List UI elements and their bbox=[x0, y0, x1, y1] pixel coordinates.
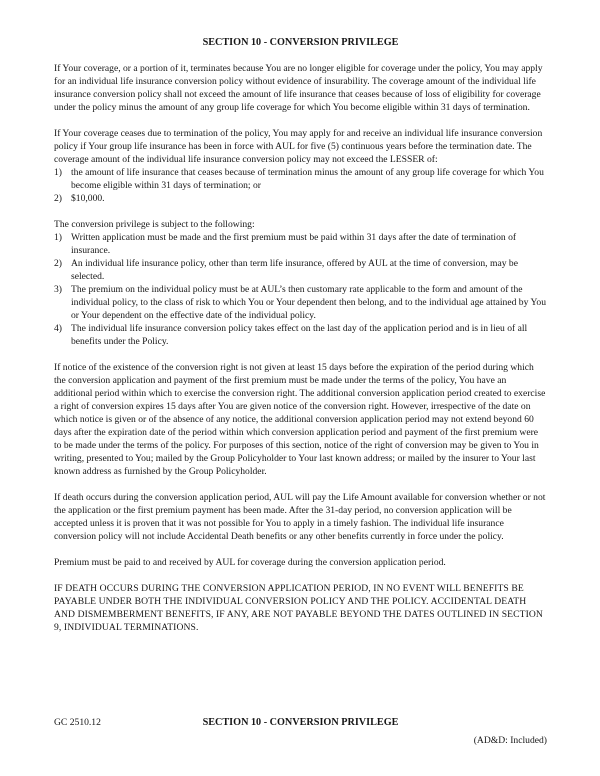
list-text: Written application must be made and the first premium must be paid within 31 days after the date of termination of insurance. bbox=[71, 232, 517, 256]
list-number: 1) bbox=[54, 167, 62, 178]
list-item bbox=[54, 231, 547, 257]
list-text: The individual life insurance conversion policy takes effect on the last day of the application period and is in lieu of all benefits under the Policy. bbox=[71, 323, 528, 347]
list-item bbox=[54, 322, 547, 348]
paragraph-subject-intro: The conversion privilege is subject to the following: bbox=[54, 219, 255, 230]
lesser-of-list bbox=[54, 166, 547, 205]
list-number: 1) bbox=[54, 232, 62, 243]
document-body bbox=[54, 36, 547, 647]
list-number: 4) bbox=[54, 323, 62, 334]
list-number: 2) bbox=[54, 258, 62, 269]
list-item bbox=[54, 283, 547, 322]
section-title: SECTION 10 - CONVERSION PRIVILEGE bbox=[202, 37, 399, 48]
list-item bbox=[54, 192, 547, 205]
paragraph-notice-period: If notice of the existence of the conversion right is not given at least 15 days before the expiration of the period during which the conversion application and payment of the first premium must be made under the terms of the policy, You have an additional period within which to exercise the conversion right. The additional conversion application period created to exercise a right of conversion expires 15 days after You are given notice of the conversion right. However, irrespective of the date on which notice is given or of the absence of any notice, the additional conversion application period may not extend beyond 60 days after the expiration date of the period within which conversion application period and payment of the first premium were to be made under the terms of the policy. For purposes of this section, notice of the right of conversion may be given to You in writing, presented to You; mailed by the Group Policyholder to Your last known address; or mailed by the insurer to Your last known address as furnished by the Group Policyholder. bbox=[54, 362, 546, 477]
list-number: 3) bbox=[54, 284, 62, 295]
list-text: the amount of life insurance that ceases because of termination minus the amount of any group life coverage for which You become eligible within 31 days of termination; or bbox=[71, 167, 544, 191]
footer-row bbox=[54, 716, 547, 729]
conversion-conditions-list bbox=[54, 231, 547, 348]
paragraph-premium-payment: Premium must be paid to and received by AUL for coverage during the conversion application period. bbox=[54, 557, 446, 568]
list-text: An individual life insurance policy, other than term life insurance, offered by AUL at the time of conversion, may be selected. bbox=[71, 258, 518, 282]
footer-doc-code: GC 2510.12 bbox=[54, 717, 101, 728]
paragraph-eligibility-termination: If Your coverage, or a portion of it, terminates because You are no longer eligible for coverage under the policy, You may apply for an individual life insurance conversion policy without evidence of insurability. The coverage amount of the individual life insurance conversion policy shall not exceed the amount of life insurance that ceases because of loss of eligibility for coverage under the policy minus the amount of any group life coverage for which You become eligible within 31 days of termination. bbox=[54, 63, 543, 113]
list-number: 2) bbox=[54, 193, 62, 204]
paragraph-caps-warning: IF DEATH OCCURS DURING THE CONVERSION APPLICATION PERIOD, IN NO EVENT WILL BENEFITS BE PAYABLE UNDER BOTH THE INDIVIDUAL CONVERSION POLICY AND THE POLICY. ACCIDENTAL DEATH AND DISMEMBERMENT BENEFITS, IF ANY, ARE NOT PAYABLE BEYOND THE DATES OUTLINED IN SECTION 9, INDIVIDUAL TERMINATIONS. bbox=[54, 583, 543, 633]
footer-add-note: (AD&D: Included) bbox=[473, 735, 547, 746]
list-item bbox=[54, 257, 547, 283]
list-item bbox=[54, 166, 547, 192]
page-footer bbox=[54, 716, 547, 747]
footer-section-title: SECTION 10 - CONVERSION PRIVILEGE bbox=[202, 717, 399, 728]
list-text: $10,000. bbox=[71, 193, 105, 204]
paragraph-death-during-period: If death occurs during the conversion application period, AUL will pay the Life Amount available for conversion whether or not the application or the first premium payment has been made. After the 31-day period, no conversion application will be accepted unless it is proven that it was not possible for You to apply in a timely fashion. The individual life insurance conversion policy will not include Accidental Death benefits or any other benefits currently in force under the policy. bbox=[54, 492, 546, 542]
list-text: The premium on the individual policy must be at AUL’s then customary rate applicable to the form and amount of the individual policy, to the class of risk to which You or Your dependent then belong, and to the individual age attained by You or Your dependent on the effective date of the individual policy. bbox=[71, 284, 547, 321]
paragraph-policy-termination: If Your coverage ceases due to termination of the policy, You may apply for and receive an individual life insurance conversion policy if Your group life insurance has been in force with AUL for five (5) continuous years before the termination date. The coverage amount of the individual life insurance conversion policy may not exceed the LESSER of: bbox=[54, 128, 543, 165]
